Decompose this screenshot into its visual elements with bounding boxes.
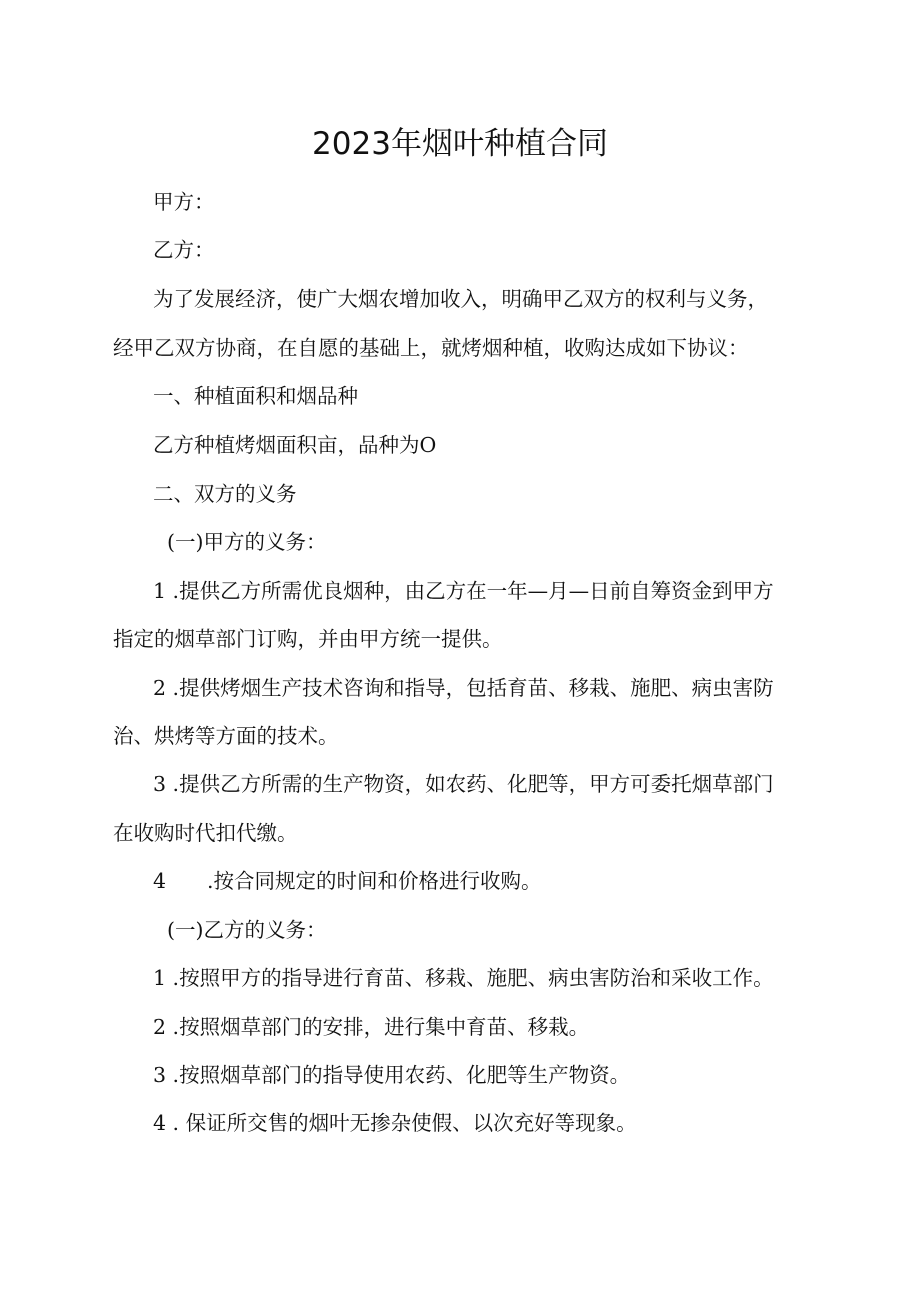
party-a-duty-1-line-2: 指定的烟草部门订购，并由甲方统一提供。	[113, 627, 503, 651]
party-b-duty-4: 4 . 保证所交售的烟叶无掺杂使假、以次充好等现象。	[153, 1111, 637, 1135]
intro-paragraph-line-2: 经甲乙双方协商，在自愿的基础上，就烤烟种植，收购达成如下协议：	[113, 336, 749, 360]
party-a-duty-3-line-2: 在收购时代扣代缴。	[113, 821, 298, 845]
section-1-body: 乙方种植烤烟面积亩，品种为O	[153, 433, 437, 457]
party-a-duty-4: 4 .按合同规定的时间和价格进行收购。	[153, 869, 542, 893]
party-b-duties-heading: (一)乙方的义务：	[167, 918, 327, 942]
party-a-duty-2-line-1: 2 .提供烤烟生产技术咨询和指导，包括育苗、移栽、施肥、病虫害防	[153, 676, 774, 700]
section-2-heading: 二、双方的义务	[153, 482, 297, 506]
party-a-duty-3-line-1: 3 .提供乙方所需的生产物资，如农药、化肥等，甲方可委托烟草部门	[153, 772, 774, 796]
party-b-duty-2: 2 .按照烟草部门的安排，进行集中育苗、移栽。	[153, 1015, 590, 1039]
party-a-duty-1-line-1: 1 .提供乙方所需优良烟种，由乙方在一年—月—日前自筹资金到甲方	[153, 579, 774, 603]
party-a-label: 甲方：	[153, 190, 215, 214]
party-a-duties-heading: (一)甲方的义务：	[167, 530, 327, 554]
party-b-duty-3: 3 .按照烟草部门的指导使用农药、化肥等生产物资。	[153, 1063, 631, 1087]
party-a-duty-2-line-2: 治、烘烤等方面的技术。	[113, 724, 339, 748]
party-b-duty-1: 1 .按照甲方的指导进行育苗、移栽、施肥、病虫害防治和采收工作。	[153, 966, 774, 990]
document-title: 2023年烟叶种植合同	[312, 126, 608, 162]
intro-paragraph-line-1: 为了发展经济，使广大烟农增加收入，明确甲乙双方的权利与义务，	[153, 287, 768, 311]
party-b-label: 乙方：	[153, 238, 215, 262]
section-1-heading: 一、种植面积和烟品种	[153, 384, 358, 408]
